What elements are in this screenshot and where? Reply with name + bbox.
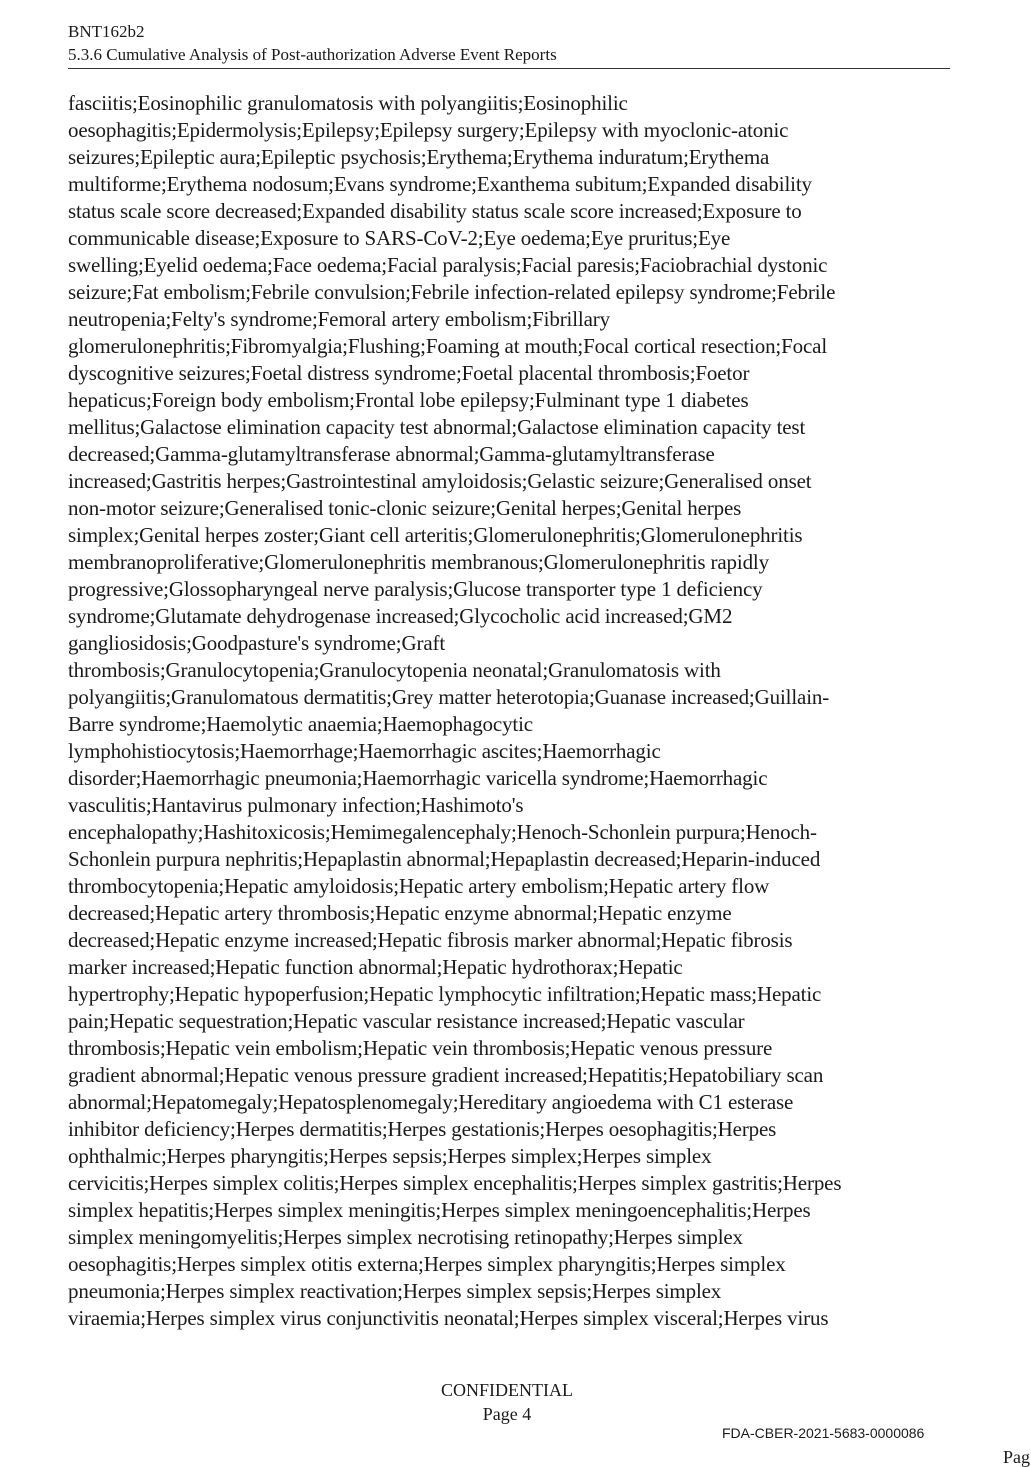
text-line: lymphohistiocytosis;Haemorrhage;Haemorrhagic ascites;Haemorrhagic [68, 739, 661, 763]
text-line: gangliosidosis;Goodpasture's syndrome;Graft [68, 631, 446, 655]
text-line: decreased;Gamma-glutamyltransferase abnormal;Gamma-glutamyltransferase [68, 442, 715, 466]
text-line: increased;Gastritis herpes;Gastrointestinal amyloidosis;Gelastic seizure;Generalised onset [68, 469, 812, 493]
text-line: simplex hepatitis;Herpes simplex meningitis;Herpes simplex meningoencephalitis;Herpes [68, 1198, 811, 1222]
text-line: mellitus;Galactose elimination capacity test abnormal;Galactose elimination capacity test [68, 415, 806, 439]
text-line: viraemia;Herpes simplex virus conjunctivitis neonatal;Herpes simplex visceral;Herpes virus [68, 1306, 829, 1330]
confidential-label: CONFIDENTIAL [441, 1380, 573, 1400]
bates-number: FDA-CBER-2021-5683-0000086 [722, 1425, 925, 1441]
text-line: non-motor seizure;Generalised tonic-clonic seizure;Genital herpes;Genital herpes [68, 496, 742, 520]
text-line: swelling;Eyelid oedema;Face oedema;Facial paralysis;Facial paresis;Faciobrachial dystonic [68, 253, 828, 277]
text-line: oesophagitis;Epidermolysis;Epilepsy;Epilepsy surgery;Epilepsy with myoclonic-atonic [68, 118, 789, 142]
text-line: dyscognitive seizures;Foetal distress syndrome;Foetal placental thrombosis;Foetor [68, 361, 750, 385]
text-line: Barre syndrome;Haemolytic anaemia;Haemophagocytic [68, 712, 533, 736]
text-line: status scale score decreased;Expanded disability status scale score increased;Exposure to [68, 199, 802, 223]
text-line: fasciitis;Eosinophilic granulomatosis with polyangiitis;Eosinophilic [68, 91, 628, 115]
adverse-event-term-list [68, 90, 958, 1332]
text-line: pneumonia;Herpes simplex reactivation;Herpes simplex sepsis;Herpes simplex [68, 1279, 722, 1303]
text-line: simplex meningomyelitis;Herpes simplex necrotising retinopathy;Herpes simplex [68, 1225, 743, 1249]
text-line: ophthalmic;Herpes pharyngitis;Herpes sepsis;Herpes simplex;Herpes simplex [68, 1144, 712, 1168]
text-line: thrombosis;Hepatic vein embolism;Hepatic vein thrombosis;Hepatic venous pressure [68, 1036, 773, 1060]
text-line: hepaticus;Foreign body embolism;Frontal lobe epilepsy;Fulminant type 1 diabetes [68, 388, 749, 412]
page-header [68, 20, 950, 69]
text-line: hypertrophy;Hepatic hypoperfusion;Hepatic lymphocytic infiltration;Hepatic mass;Hepatic [68, 982, 822, 1006]
text-line: decreased;Hepatic enzyme increased;Hepatic fibrosis marker abnormal;Hepatic fibrosis [68, 928, 793, 952]
text-line: abnormal;Hepatomegaly;Hepatosplenomegaly;Hereditary angioedema with C1 esterase [68, 1090, 794, 1114]
text-line: seizures;Epileptic aura;Epileptic psychosis;Erythema;Erythema induratum;Erythema [68, 145, 770, 169]
text-line: thrombocytopenia;Hepatic amyloidosis;Hepatic artery embolism;Hepatic artery flow [68, 874, 770, 898]
page-number: Page 4 [482, 1404, 532, 1424]
text-line: Schonlein purpura nephritis;Hepaplastin abnormal;Hepaplastin decreased;Heparin-induced [68, 847, 821, 871]
section-title: 5.3.6 Cumulative Analysis of Post-authorization Adverse Event Reports [68, 45, 557, 64]
cropped-page-label: Pag [1003, 1447, 1030, 1467]
text-line: decreased;Hepatic artery thrombosis;Hepatic enzyme abnormal;Hepatic enzyme [68, 901, 732, 925]
text-line: glomerulonephritis;Fibromyalgia;Flushing;Foaming at mouth;Focal cortical resection;Focal [68, 334, 828, 358]
text-line: multiforme;Erythema nodosum;Evans syndrome;Exanthema subitum;Expanded disability [68, 172, 812, 196]
text-line: syndrome;Glutamate dehydrogenase increased;Glycocholic acid increased;GM2 [68, 604, 733, 628]
text-line: membranoproliferative;Glomerulonephritis membranous;Glomerulonephritis rapidly [68, 550, 769, 574]
text-line: inhibitor deficiency;Herpes dermatitis;Herpes gestationis;Herpes oesophagitis;Herpes [68, 1117, 777, 1141]
text-line: pain;Hepatic sequestration;Hepatic vascular resistance increased;Hepatic vascular [68, 1009, 745, 1033]
text-line: disorder;Haemorrhagic pneumonia;Haemorrhagic varicella syndrome;Haemorrhagic [68, 766, 768, 790]
text-line: simplex;Genital herpes zoster;Giant cell arteritis;Glomerulonephritis;Glomerulonephritis [68, 523, 803, 547]
text-line: marker increased;Hepatic function abnormal;Hepatic hydrothorax;Hepatic [68, 955, 683, 979]
product-name: BNT162b2 [68, 22, 145, 41]
text-line: neutropenia;Felty's syndrome;Femoral artery embolism;Fibrillary [68, 307, 610, 331]
text-line: progressive;Glossopharyngeal nerve paralysis;Glucose transporter type 1 deficiency [68, 577, 763, 601]
text-line: vasculitis;Hantavirus pulmonary infection;Hashimoto's [68, 793, 524, 817]
text-line: seizure;Fat embolism;Febrile convulsion;Febrile infection-related epilepsy syndrome;Febrile [68, 280, 836, 304]
text-line: polyangiitis;Granulomatous dermatitis;Grey matter heterotopia;Guanase increased;Guillain- [68, 685, 830, 709]
text-line: gradient abnormal;Hepatic venous pressure gradient increased;Hepatitis;Hepatobiliary scan [68, 1063, 824, 1087]
text-line: oesophagitis;Herpes simplex otitis externa;Herpes simplex pharyngitis;Herpes simplex [68, 1252, 786, 1276]
text-line: thrombosis;Granulocytopenia;Granulocytopenia neonatal;Granulomatosis with [68, 658, 721, 682]
text-line: encephalopathy;Hashitoxicosis;Hemimegalencephaly;Henoch-Schonlein purpura;Henoch- [68, 820, 817, 844]
text-line: cervicitis;Herpes simplex colitis;Herpes simplex encephalitis;Herpes simplex gastritis;Herpes [68, 1171, 842, 1195]
text-line: communicable disease;Exposure to SARS-CoV-2;Eye oedema;Eye pruritus;Eye [68, 226, 731, 250]
